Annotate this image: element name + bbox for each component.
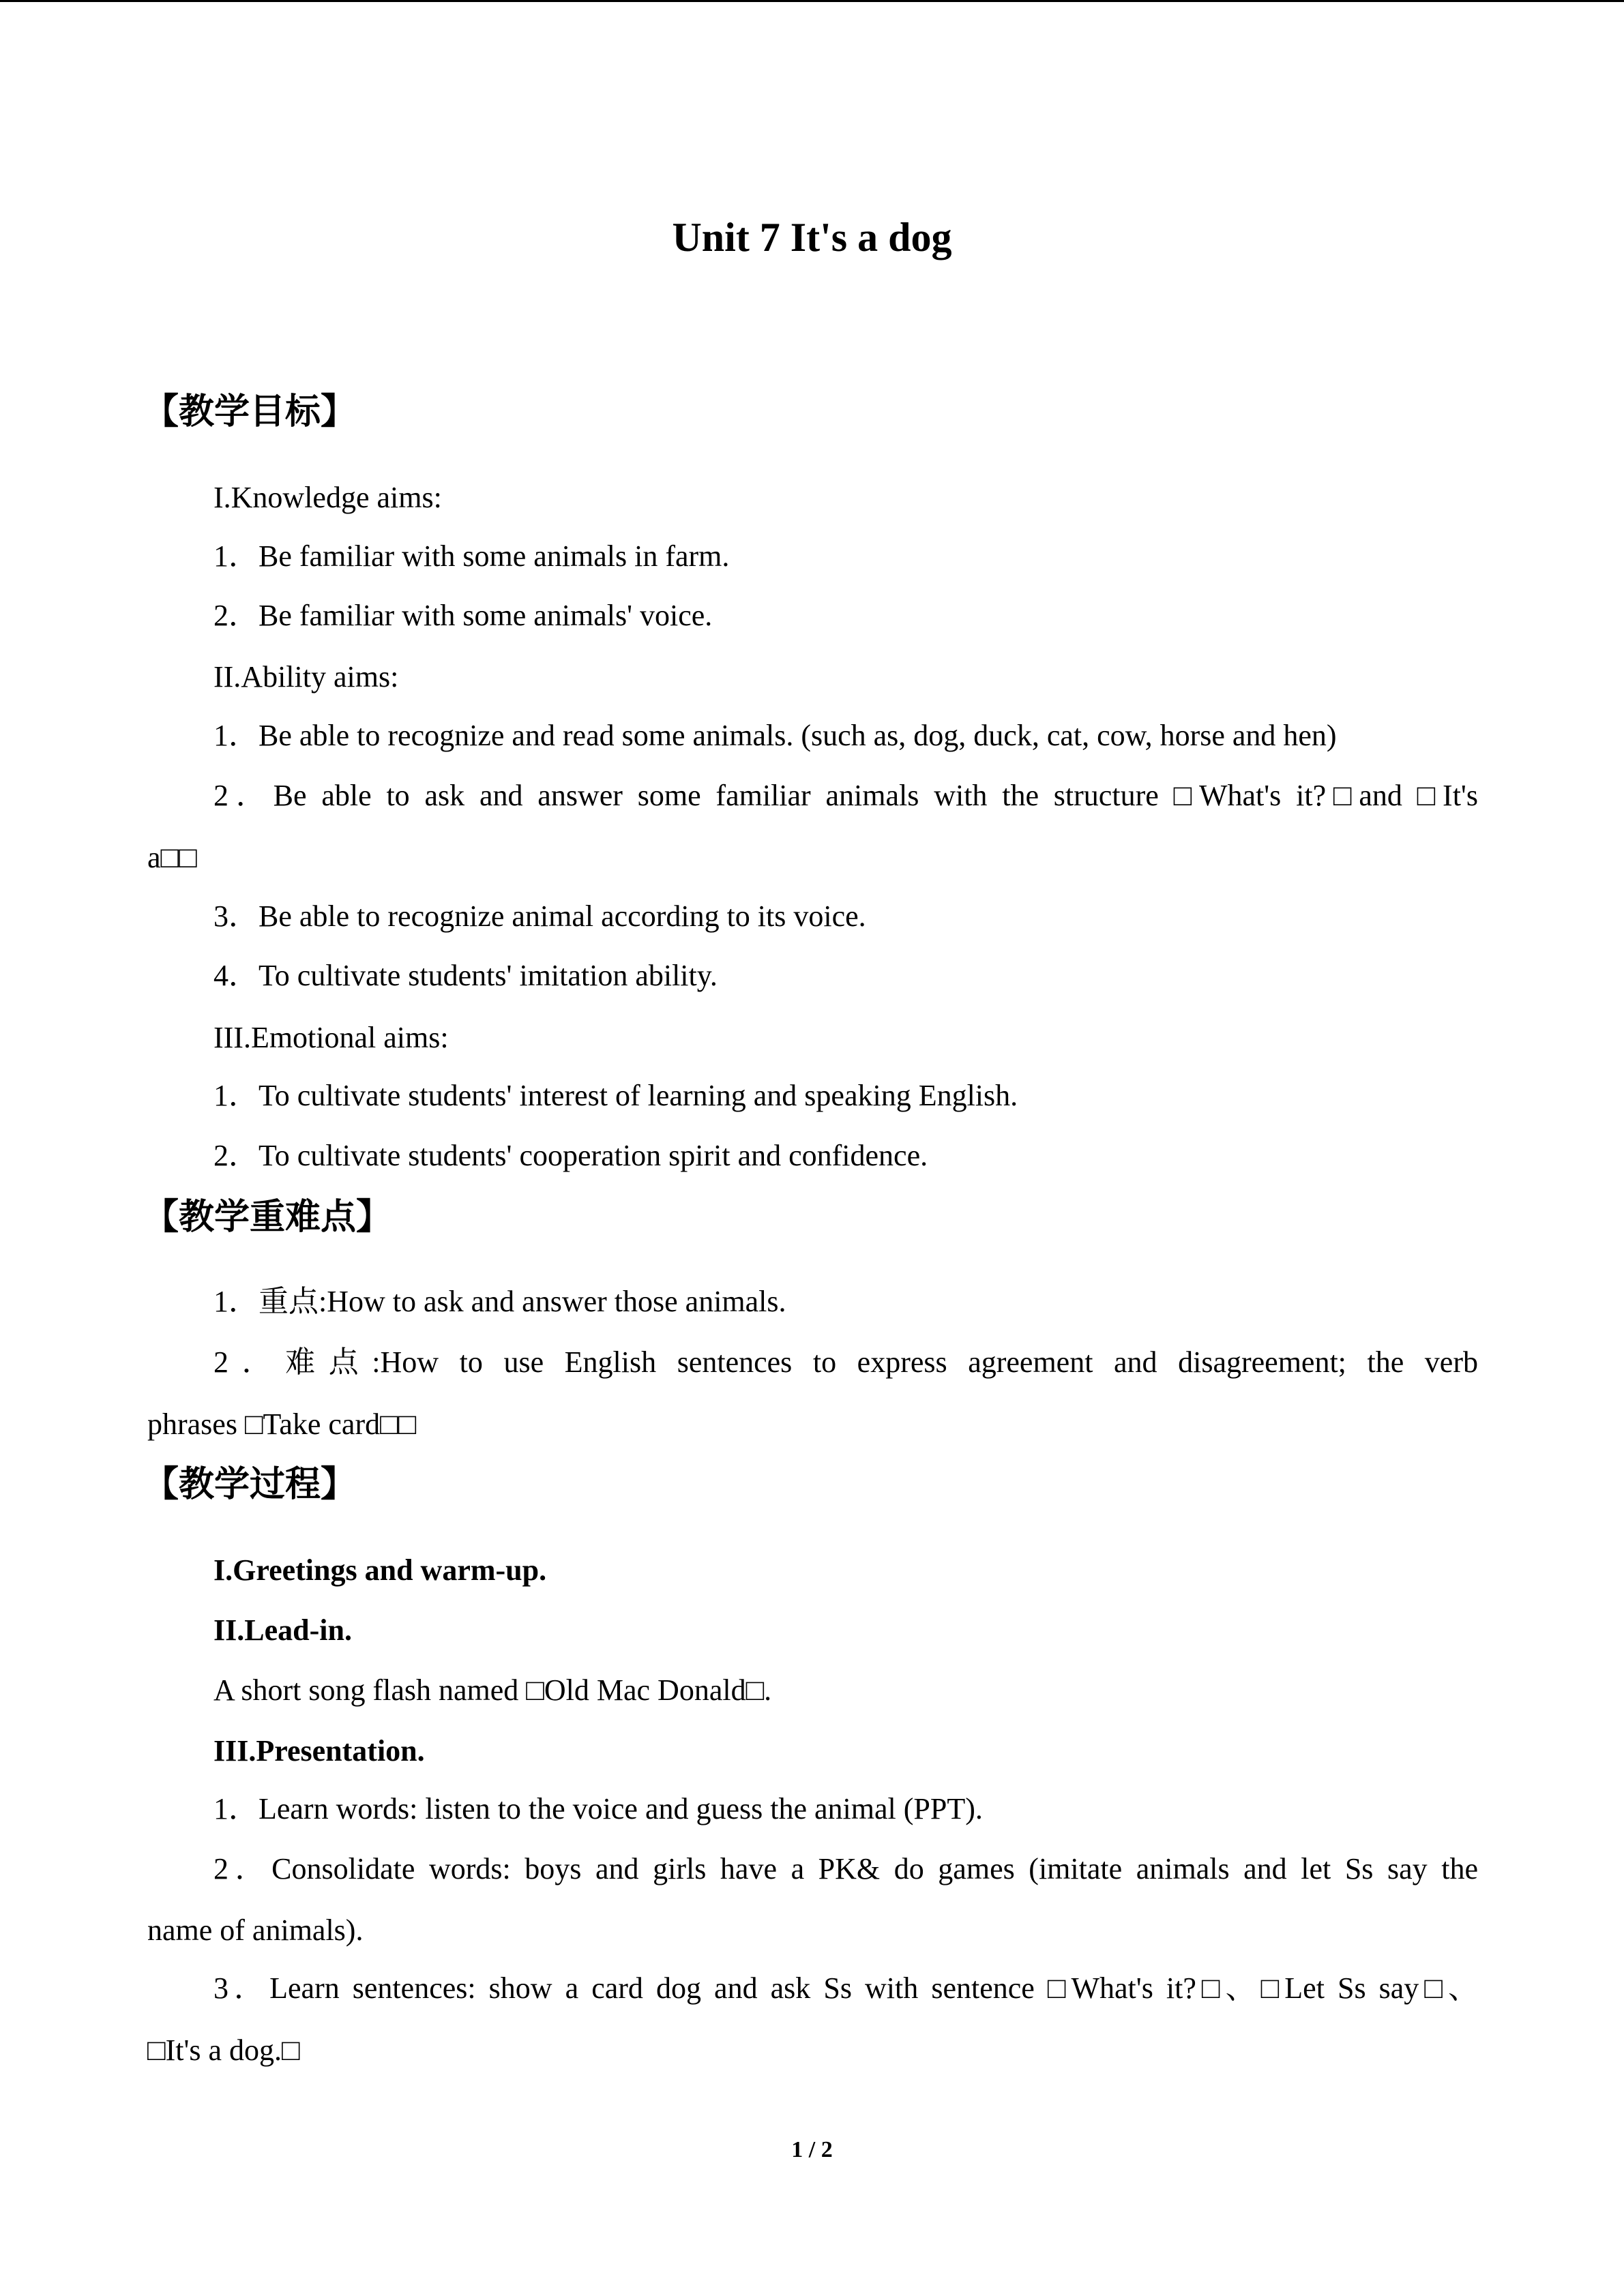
emotional-aim-item: 2．To cultivate students' cooperation spirit and confidence. [213, 1139, 928, 1172]
ability-aim-item-continued: a□□ [147, 841, 197, 874]
document-title: Unit 7 It's a dog [672, 215, 952, 260]
emotional-aim-item: 1．To cultivate students' interest of learning and speaking English. [213, 1079, 1018, 1112]
ability-aim-item: 4．To cultivate students' imitation ability. [213, 959, 718, 992]
emotional-aims-heading: III.Emotional aims: [213, 1021, 449, 1054]
key-point-item: 1．重点:How to ask and answer those animals. [213, 1285, 786, 1318]
key-point-item: 2．难点:How to use English sentences to express agreement and disagreement; the verb [213, 1345, 1478, 1379]
ability-aim-item: 1．Be able to recognize and read some animals. (such as, dog, duck, cat, cow, horse and hen) [213, 719, 1337, 752]
presentation-item: 1．Learn words: listen to the voice and guess the animal (PPT). [213, 1792, 983, 1825]
ability-aim-item: 3．Be able to recognize animal according to its voice. [213, 899, 866, 933]
presentation-item: 2．Consolidate words: boys and girls have a PK& do games (imitate animals and let Ss say the [213, 1852, 1478, 1885]
presentation-item-continued: name of animals). [147, 1913, 364, 1947]
presentation-item-continued: □It's a dog.□ [147, 2033, 300, 2067]
page-top-border [0, 0, 1624, 2]
section-heading-key-points: 【教学重难点】 [143, 1197, 392, 1238]
section-heading-process: 【教学过程】 [143, 1464, 357, 1505]
key-point-item-continued: phrases □Take card□□ [147, 1407, 417, 1441]
process-step-heading: III.Presentation. [213, 1734, 425, 1768]
knowledge-aim-item: 1．Be familiar with some animals in farm. [213, 539, 730, 573]
presentation-item: 3．Learn sentences: show a card dog and ask Ss with sentence □What's it?□、□Let Ss say□、 [213, 1971, 1478, 2005]
process-step-heading: II.Lead-in. [213, 1613, 352, 1647]
process-step-heading: I.Greetings and warm-up. [213, 1553, 547, 1587]
ability-aim-item: 2．Be able to ask and answer some familiar animals with the structure □What's it?□and □It's [213, 779, 1478, 812]
process-step-text: A short song flash named □Old Mac Donald□. [213, 1673, 772, 1707]
ability-aims-heading: II.Ability aims: [213, 660, 399, 694]
section-heading-objectives: 【教学目标】 [143, 391, 357, 432]
page-number: 1 / 2 [791, 2137, 833, 2162]
knowledge-aim-item: 2．Be familiar with some animals' voice. [213, 599, 713, 632]
knowledge-aims-heading: I.Knowledge aims: [213, 481, 442, 514]
